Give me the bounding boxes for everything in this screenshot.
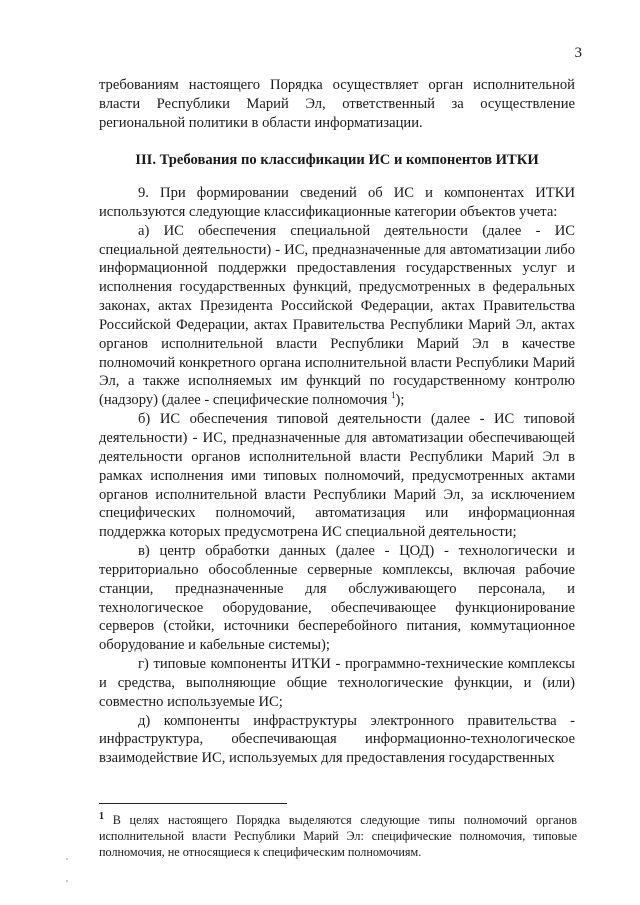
paragraph-9: 9. При формировании сведений об ИС и компонентах ИТКИ используются следующие классификационные категории объектов учета: [99,185,575,220]
paragraph-d: д) компоненты инфраструктуры электронного правительства - инфраструктура, обеспечивающая информационно-технологическое взаимодействие ИС, используемых для предоставления государственных [99,712,575,767]
scan-artifact-dot [66,858,68,860]
paragraph-v: в) центр обработки данных (далее - ЦОД) - технологически и территориально обособленные серверные комплексы, включая рабочие станции, предназначенные для обслуживающего персонала, и технологическое оборудование, обеспечивающее функционирование серверов (стойки, источники бесперебойного питания, коммутационное оборудование и кабельные системы); [99,543,575,654]
footnote-reference: 1 [390,390,396,401]
lead-paragraph [99,76,575,133]
footnote-text: В целях настоящего Порядка выделяются следующие типы полномочий органов исполнительной власти Республики Марий Эл: специфические полномочия, типовые полномочия, не относящиеся к специфическим полномочиям. [99,813,577,860]
lead-paragraph-text: требованиям настоящего Порядка осуществляет орган исполнительной власти Республики Марий Эл, ответственный за осуществление региональной политики в области информатизации. [99,77,575,131]
paragraph-g: г) типовые компоненты ИТКИ - программно-технические комплексы и средства, выполняющие общие технологические функции, и (или) совместно используемые ИС; [99,656,575,710]
footnote-divider [99,803,287,804]
main-text [99,184,575,768]
footnote [99,812,577,861]
paragraph-a-text: а) ИС обеспечения специальной деятельности (далее - ИС специальной деятельности) - ИС, предназначенные для автоматизации либо информационной поддержки предоставления государственных услуг и исполнения государственных функций, предусмотренных в федеральных законах, актах Президента Российской Федерации, актах Правительства Российской Федерации, актах Правительства Республики Марий Эл, актах органов исполнительной власти Республики Марий Эл в качестве полномочий конкретного органа исполнительной власти Республики Марий Эл, а также исполняемых им функций по государственному контролю (надзору) (далее - специфические полномочия [99,222,575,409]
section-heading: III. Требования по классификации ИС и компонентов ИТКИ [135,152,539,168]
scan-artifact-dot [66,880,68,882]
paragraph-b: б) ИС обеспечения типовой деятельности (далее - ИС типовой деятельности) - ИС, предназначенные для автоматизации обеспечивающей деятельности органов исполнительной власти Республики Марий Эл в рамках исполнения ими типовых полномочий, предусмотренных актами органов исполнительной власти Республики Марий Эл, за исключением специфических полномочий, автоматизация или информационная поддержка которых предусмотрена ИС специальной деятельности; [99,411,575,541]
paragraph-a [99,222,575,410]
page-number: 3 [574,45,582,61]
footnote-reference-suffix: ); [395,392,405,409]
footnote-marker: 1 [99,810,104,822]
